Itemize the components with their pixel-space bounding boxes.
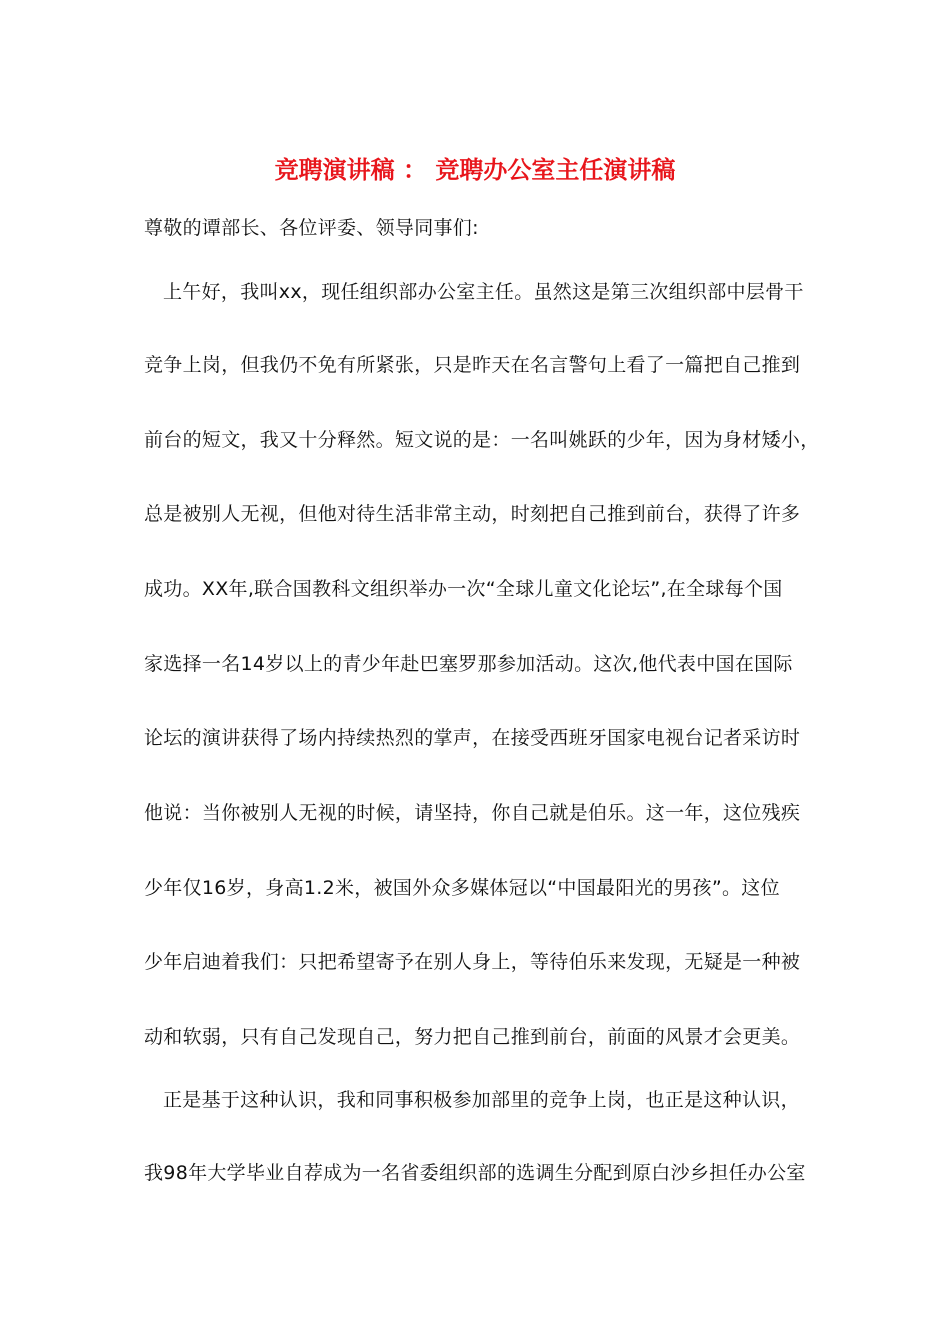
body-line: 少年仅16岁，身高1.2米，被国外众多媒体冠以“中国最阳光的男孩”。这位 — [144, 877, 780, 899]
salutation-line: 尊敬的谭部长、各位评委、领导同事们: — [144, 217, 479, 239]
body-line: 家选择一名14岁以上的青少年赴巴塞罗那参加活动。这次,他代表中国在国际 — [144, 653, 793, 675]
document-title: 竞聘演讲稿 ： 竞聘办公室主任演讲稿 — [274, 156, 676, 184]
body-line: 成功。XX年,联合国教科文组织举办一次“全球儿童文化论坛”,在全球每个国 — [144, 578, 783, 600]
body-line: 总是被别人无视，但他对待生活非常主动，时刻把自己推到前台，获得了许多 — [144, 503, 801, 525]
body-line: 论坛的演讲获得了场内持续热烈的掌声，在接受西班牙国家电视台记者采访时 — [144, 727, 801, 749]
body-line: 正是基于这种认识，我和同事积极参加部里的竞争上岗，也正是这种认识， — [163, 1089, 800, 1111]
body-line: 他说：当你被别人无视的时候，请坚持，你自己就是伯乐。这一年，这位残疾 — [144, 802, 801, 824]
body-line: 动和软弱，只有自己发现自己，努力把自己推到前台，前面的风景才会更美。 — [144, 1026, 801, 1048]
body-line: 少年启迪着我们：只把希望寄予在别人身上，等待伯乐来发现，无疑是一种被 — [144, 951, 801, 973]
body-line: 竞争上岗，但我仍不免有所紧张，只是昨天在名言警句上看了一篇把自己推到 — [144, 354, 801, 376]
body-line: 我98年大学毕业自荐成为一名省委组织部的选调生分配到原白沙乡担任办公室 — [144, 1162, 806, 1184]
body-line: 前台的短文，我又十分释然。短文说的是：一名叫姚跃的少年，因为身材矮小， — [144, 429, 820, 451]
body-line: 上午好，我叫xx，现任组织部办公室主任。虽然这是第三次组织部中层骨干 — [163, 281, 804, 303]
